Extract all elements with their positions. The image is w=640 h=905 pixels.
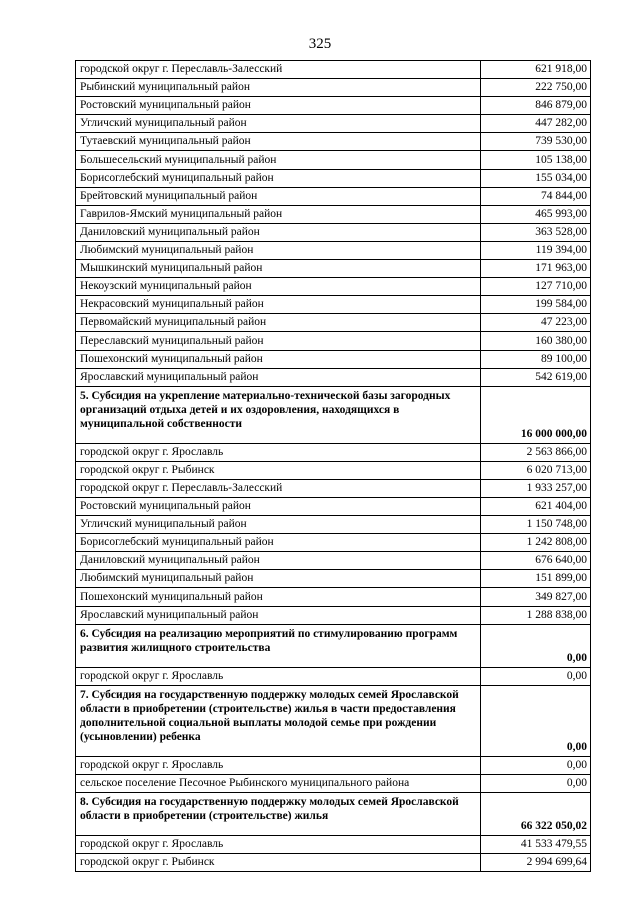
recipient-name: Гаврилов-Ямский муниципальный район: [76, 205, 481, 223]
table-row: [76, 516, 591, 534]
recipient-name: Некоузский муниципальный район: [76, 278, 481, 296]
section-total: 16 000 000,00: [481, 386, 591, 443]
recipient-name: Пошехонский муниципальный район: [76, 588, 481, 606]
amount-value: 155 034,00: [481, 169, 591, 187]
table-row: [76, 169, 591, 187]
recipient-name: Рыбинский муниципальный район: [76, 79, 481, 97]
table-row: [76, 61, 591, 79]
table-row: [76, 497, 591, 515]
page-number: 325: [308, 36, 332, 52]
amount-value: 6 020 713,00: [481, 461, 591, 479]
section-total: 66 322 050,02: [481, 792, 591, 835]
amount-value: 127 710,00: [481, 278, 591, 296]
recipient-name: Брейтовский муниципальный район: [76, 187, 481, 205]
recipient-name: Угличский муниципальный район: [76, 516, 481, 534]
recipient-name: Ярославский муниципальный район: [76, 368, 481, 386]
recipient-name: Мышкинский муниципальный район: [76, 260, 481, 278]
subsidy-table: [75, 60, 591, 872]
recipient-name: Ростовский муниципальный район: [76, 97, 481, 115]
recipient-name: Пошехонский муниципальный район: [76, 350, 481, 368]
amount-value: 222 750,00: [481, 79, 591, 97]
table-row: [76, 314, 591, 332]
recipient-name: Даниловский муниципальный район: [76, 223, 481, 241]
section-total: 0,00: [481, 624, 591, 667]
recipient-name: Переславский муниципальный район: [76, 332, 481, 350]
recipient-name: городской округ г. Переславль-Залесский: [76, 61, 481, 79]
recipient-name: городской округ г. Рыбинск: [76, 461, 481, 479]
amount-value: 199 584,00: [481, 296, 591, 314]
amount-value: 1 288 838,00: [481, 606, 591, 624]
amount-value: 621 918,00: [481, 61, 591, 79]
section-header-row: [76, 792, 591, 835]
amount-value: 47 223,00: [481, 314, 591, 332]
subsidy-table-body: [76, 61, 591, 872]
table-row: [76, 606, 591, 624]
table-row: [76, 854, 591, 872]
amount-value: 739 530,00: [481, 133, 591, 151]
section-header-row: [76, 685, 591, 756]
table-row: [76, 835, 591, 853]
section-header-row: [76, 386, 591, 443]
amount-value: 2 563 866,00: [481, 443, 591, 461]
amount-value: 1 150 748,00: [481, 516, 591, 534]
section-title: 7. Субсидия на государственную поддержку молодых семей Ярославской области в приобретении (строительстве) жилья в части предоставления дополнительной социальной выплаты молодой семье при рождении (усыновлении) ребенка: [76, 685, 481, 756]
table-row: [76, 756, 591, 774]
table-row: [76, 97, 591, 115]
recipient-name: городской округ г. Рыбинск: [76, 854, 481, 872]
recipient-name: Угличский муниципальный район: [76, 115, 481, 133]
recipient-name: Любимский муниципальный район: [76, 570, 481, 588]
amount-value: 1 242 808,00: [481, 534, 591, 552]
amount-value: 447 282,00: [481, 115, 591, 133]
amount-value: 41 533 479,55: [481, 835, 591, 853]
recipient-name: Большесельский муниципальный район: [76, 151, 481, 169]
amount-value: 621 404,00: [481, 497, 591, 515]
section-header-row: [76, 624, 591, 667]
amount-value: 846 879,00: [481, 97, 591, 115]
table-row: [76, 350, 591, 368]
amount-value: 363 528,00: [481, 223, 591, 241]
amount-value: 119 394,00: [481, 241, 591, 259]
recipient-name: сельское поселение Песочное Рыбинского муниципального района: [76, 774, 481, 792]
recipient-name: городской округ г. Ярославль: [76, 756, 481, 774]
amount-value: 542 619,00: [481, 368, 591, 386]
table-row: [76, 187, 591, 205]
table-row: [76, 260, 591, 278]
table-row: [76, 223, 591, 241]
amount-value: 0,00: [481, 774, 591, 792]
table-row: [76, 667, 591, 685]
table-row: [76, 368, 591, 386]
table-row: [76, 296, 591, 314]
table-row: [76, 570, 591, 588]
table-row: [76, 133, 591, 151]
recipient-name: Тутаевский муниципальный район: [76, 133, 481, 151]
table-row: [76, 479, 591, 497]
recipient-name: Первомайский муниципальный район: [76, 314, 481, 332]
recipient-name: Борисоглебский муниципальный район: [76, 169, 481, 187]
amount-value: 676 640,00: [481, 552, 591, 570]
amount-value: 0,00: [481, 756, 591, 774]
recipient-name: городской округ г. Ярославль: [76, 835, 481, 853]
table-row: [76, 151, 591, 169]
recipient-name: городской округ г. Переславль-Залесский: [76, 479, 481, 497]
section-title: 6. Субсидия на реализацию мероприятий по стимулированию программ развития жилищного строительства: [76, 624, 481, 667]
section-title: 5. Субсидия на укрепление материально-технической базы загородных организаций отдыха детей и их оздоровления, находящихся в муниципальной собственности: [76, 386, 481, 443]
table-row: [76, 588, 591, 606]
recipient-name: Борисоглебский муниципальный район: [76, 534, 481, 552]
table-row: [76, 278, 591, 296]
amount-value: 2 994 699,64: [481, 854, 591, 872]
table-row: [76, 774, 591, 792]
table-row: [76, 332, 591, 350]
recipient-name: Ярославский муниципальный район: [76, 606, 481, 624]
amount-value: 171 963,00: [481, 260, 591, 278]
amount-value: 1 933 257,00: [481, 479, 591, 497]
amount-value: 0,00: [481, 667, 591, 685]
amount-value: 89 100,00: [481, 350, 591, 368]
amount-value: 74 844,00: [481, 187, 591, 205]
amount-value: 349 827,00: [481, 588, 591, 606]
recipient-name: Любимский муниципальный район: [76, 241, 481, 259]
table-row: [76, 79, 591, 97]
table-row: [76, 241, 591, 259]
amount-value: 160 380,00: [481, 332, 591, 350]
amount-value: 105 138,00: [481, 151, 591, 169]
recipient-name: Некрасовский муниципальный район: [76, 296, 481, 314]
amount-value: 465 993,00: [481, 205, 591, 223]
section-title: 8. Субсидия на государственную поддержку молодых семей Ярославской области в приобретении (строительстве) жилья: [76, 792, 481, 835]
recipient-name: Ростовский муниципальный район: [76, 497, 481, 515]
amount-value: 151 899,00: [481, 570, 591, 588]
table-row: [76, 115, 591, 133]
recipient-name: Даниловский муниципальный район: [76, 552, 481, 570]
recipient-name: городской округ г. Ярославль: [76, 443, 481, 461]
table-row: [76, 443, 591, 461]
table-row: [76, 461, 591, 479]
table-row: [76, 534, 591, 552]
section-total: 0,00: [481, 685, 591, 756]
table-row: [76, 205, 591, 223]
table-row: [76, 552, 591, 570]
recipient-name: городской округ г. Ярославль: [76, 667, 481, 685]
